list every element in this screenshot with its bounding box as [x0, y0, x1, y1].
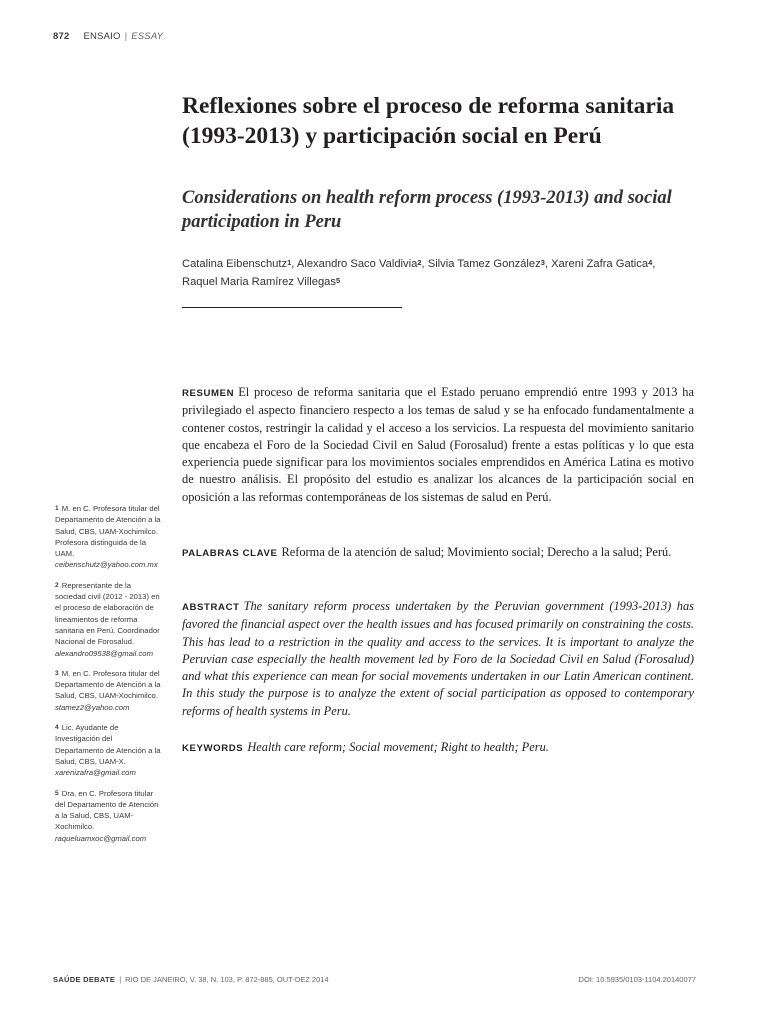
abstract-label: ABSTRACT	[182, 602, 240, 613]
keywords-text: Health care reform; Social movement; Right to health; Peru.	[247, 740, 549, 754]
resumen-text: El proceso de reforma sanitaria que el Estado peruano emprendió entre 1993 y 2013 ha privilegiado el aspecto financiero respecto a los temas de salud y se ha enfocado fundamentalmente a contener costos, restringir la calidad y el acceso a los servicios. La respuesta del movimiento sanitario que encabeza el Foro de la Sociedad Civil en Salud (Forosalud) frente a estas políticas y lo que esta experiencia puede significar para los movimientos sociales emprendidos en América Latina es motivo de nuestro análisis. El propósito del estudio es analizar los alcances de la participación social en oposición a las reformas contemporáneas de los sistemas de salud en Perú.	[182, 385, 694, 504]
author-footnote-mark[interactable]: 1	[287, 258, 292, 267]
doi-link[interactable]: DOI: 10.5935/0103-1104.20140077	[578, 975, 696, 984]
section-label: ENSAIO	[83, 31, 121, 42]
journal-name: SAÚDE DEBATE	[53, 975, 116, 984]
footnote-text: Representante de la sociedad civil (2012 - 2013) en el proceso de elaboración de lineamientos de reforma sanitaria en Perú. Coordinador Nacional de Forosalud.	[55, 580, 160, 647]
author-name: Alexandro Saco Valdivia	[296, 258, 418, 270]
abstract-text: The sanitary reform process undertaken by the Peruvian government (1993-2013) has favored the financial aspect over the health issues and has focused primarily on constraining the costs. This has lead to a restriction in the quality and access to the services. It is important to analyze the Peruvian case especially the health movement led by Foro de la Sociedad Civil en Salud (Forosalud) and what this experience can mean for social movements undertaken in our Latin American continent. In this study the purpose is to analyze the extent of social participation as opposed to contemporary reforms of health systems in Peru.	[182, 599, 694, 718]
palabras-clave-label: PALABRAS CLAVE	[182, 548, 278, 559]
footnote	[55, 580, 161, 659]
author-list	[182, 255, 702, 291]
footnote-text: M. en C. Profesora titular del Departamento de Atención a la Salud, CBS, UAM-Xochimilco.	[55, 668, 161, 701]
footnote-text: Dra. en C. Profesora titular del Departamento de Atención a la Salud, CBS, UAM-Xochimilco.	[55, 788, 159, 832]
author-footnote-mark[interactable]: 2	[417, 258, 422, 267]
author-name: Catalina Eibenschutz	[182, 258, 288, 270]
footnote	[55, 788, 161, 844]
journal-citation: RIO DE JANEIRO, V. 38, N. 103, P. 872-885, OUT-DEZ 2014	[125, 975, 329, 984]
footnote-mark: 3	[55, 669, 59, 677]
footnote-mark: 1	[55, 505, 59, 512]
running-header	[53, 31, 163, 42]
footnote	[55, 722, 161, 778]
footnote-mark: 5	[55, 789, 59, 797]
footnote	[55, 668, 161, 713]
title-divider-rule	[182, 307, 402, 308]
author-name: Silvia Tamez González	[427, 258, 541, 270]
header-separator: |	[124, 31, 128, 42]
footnote-email-link[interactable]: raqueluamxoc@gmail.com	[55, 833, 147, 843]
footnote-text: M. en C. Profesora titular del Departamento de Atención a la Salud, CBS, UAM-Xochimilco. Profesora distinguida de la UAM.	[55, 504, 161, 559]
keywords-section	[182, 739, 694, 757]
author-name: Raquel Maria Ramírez Villegas	[182, 276, 336, 288]
footnote-mark: 4	[55, 724, 59, 732]
footnote-mark: 2	[55, 581, 59, 589]
footnote-email-link[interactable]: xarenizafra@gmail.com	[55, 768, 136, 778]
footnote-email-link[interactable]: stamez2@yahoo.com	[55, 702, 130, 712]
author-footnote-mark[interactable]: 3	[540, 258, 545, 267]
keywords-label: KEYWORDS	[182, 743, 244, 754]
author-name: Xareni Zafra Gatica	[551, 258, 649, 270]
footnote-email-link[interactable]: ceibenschutz@yahoo.com.mx	[55, 560, 158, 570]
section-label-en: ESSAY	[131, 31, 164, 42]
author-separator: ,	[652, 258, 656, 270]
author-footnote-mark[interactable]: 4	[648, 258, 653, 267]
resumen-section	[182, 384, 694, 506]
footer-separator: |	[119, 975, 122, 984]
author-separator: ,	[421, 258, 428, 270]
footnote-text: Lic. Ayudante de Investigación del Departamento de Atención a la Salud, CBS, UAM-X.	[55, 723, 161, 766]
article-title: Reflexiones sobre el proceso de reforma sanitaria (1993-2013) y participación social en Perú	[182, 93, 675, 149]
page-footer	[53, 975, 696, 984]
author-separator: ,	[544, 258, 552, 270]
resumen-label: RESUMEN	[182, 388, 235, 399]
palabras-clave-section	[182, 544, 694, 562]
abstract-section	[182, 598, 694, 720]
footnote-email-link[interactable]: alexandro09538@gmail.com	[55, 648, 153, 658]
footnote	[55, 503, 161, 571]
author-footnotes	[55, 503, 161, 853]
author-separator: ,	[291, 258, 297, 270]
article-title-english: Considerations on health reform process (1993-2013) and social participation in Peru	[182, 188, 672, 232]
author-footnote-mark[interactable]: 5	[336, 276, 341, 285]
palabras-clave-text: Reforma de la atención de salud; Movimiento social; Derecho a la salud; Perú.	[281, 545, 672, 559]
page-number: 872	[53, 31, 70, 42]
